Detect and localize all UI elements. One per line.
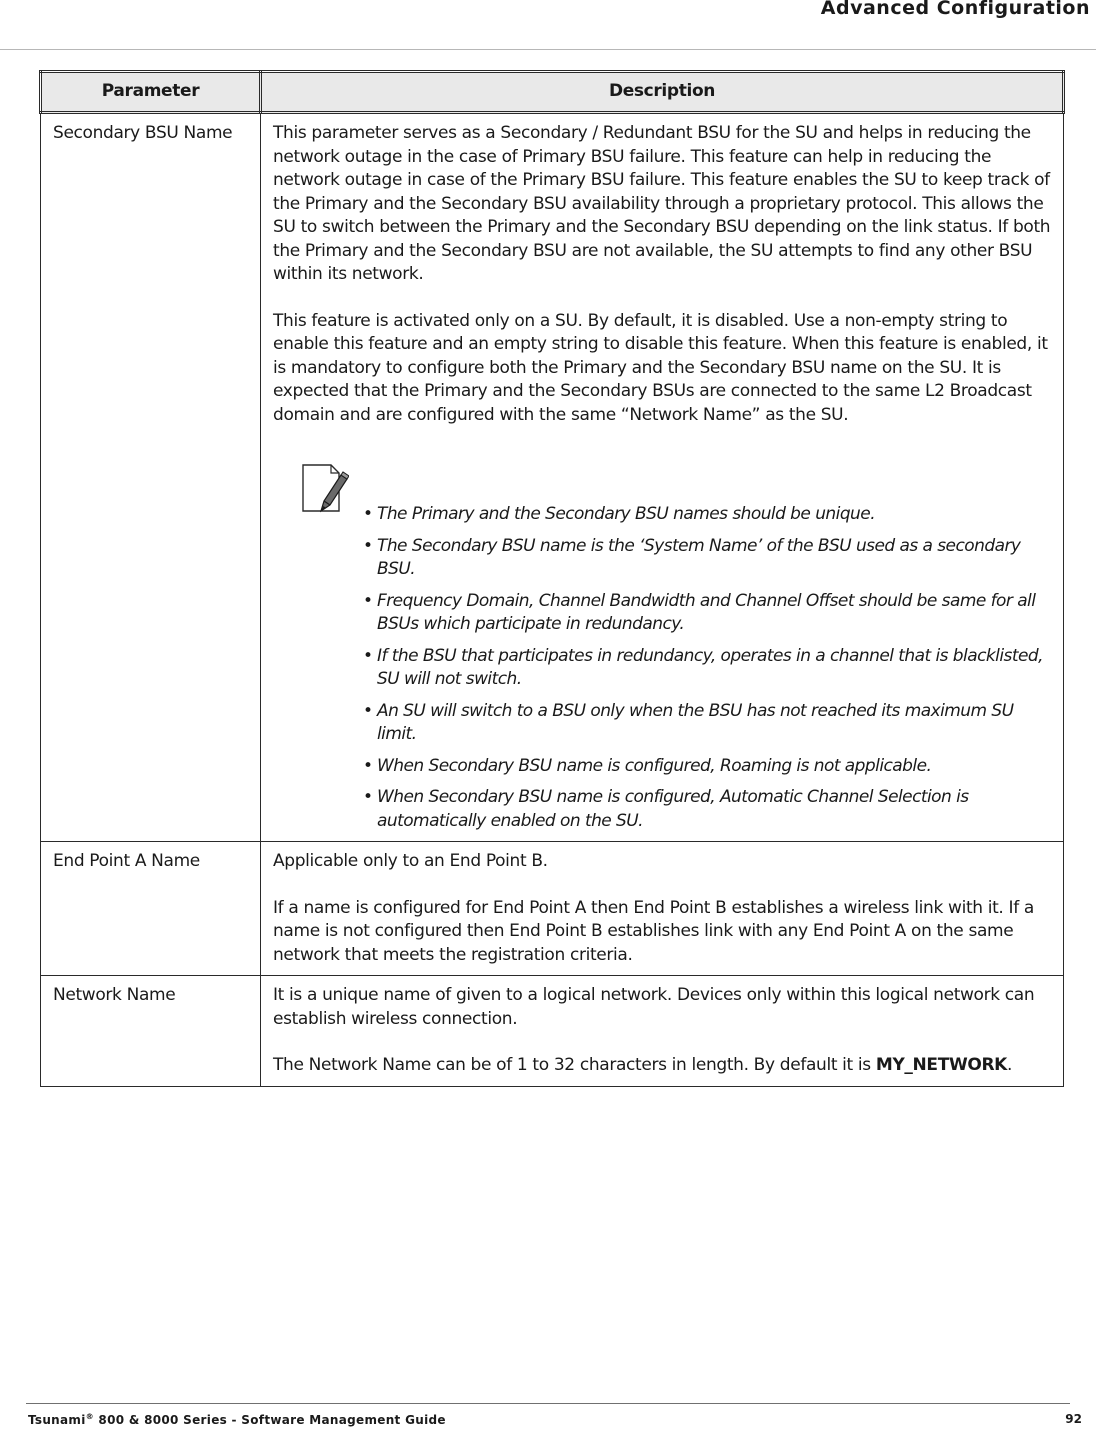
column-header-parameter: Parameter (41, 72, 261, 113)
description-text: The Network Name can be of 1 to 32 characters in length. By default it is (273, 1055, 876, 1075)
page-number: 92 (1065, 1412, 1082, 1426)
list-item: • When Secondary BSU name is configured, Roaming is not applicable. (365, 755, 1051, 779)
column-header-description: Description (261, 72, 1064, 113)
note-list (365, 459, 1051, 833)
list-item: • The Primary and the Secondary BSU names should be unique. (365, 503, 1051, 527)
description-paragraph (273, 1054, 1051, 1078)
list-item: • The Secondary BSU name is the ‘System Name’ of the BSU used as a secondary BSU. (365, 535, 1051, 582)
list-item: • An SU will switch to a BSU only when the BSU has not reached its maximum SU limit. (365, 700, 1051, 747)
description-paragraph: This parameter serves as a Secondary / Redundant BSU for the SU and helps in reducing the network outage in the case of Primary BSU failure. This feature can help in reducing the network outage in case of the Primary BSU failure. This feature enables the SU to keep track of the Primary and the Secondary BSU availability through a proprietary protocol. This allows the SU to switch between the Primary and the Secondary BSU depending on the link status. If both the Primary and the Secondary BSU are not available, the SU attempts to find any other BSU within its network. (273, 123, 1051, 284)
footer-title-rest: 800 & 8000 Series - Software Management Guide (93, 1413, 446, 1427)
page-header-title: Advanced Configuration (820, 0, 1090, 19)
description-paragraph: Applicable only to an End Point B. (273, 851, 548, 871)
default-value: MY_NETWORK (875, 1055, 1008, 1075)
list-item: • If the BSU that participates in redundancy, operates in a channel that is blacklisted, SU will not switch. (365, 645, 1051, 692)
description-paragraph: It is a unique name of given to a logical network. Devices only within this logical network can establish wireless connection. (273, 985, 1035, 1029)
description-paragraph: If a name is configured for End Point A then End Point B establishes a wireless link with it. If a name is not configured then End Point B establishes link with any End Point A on the same network that meets the registration criteria. (273, 897, 1034, 965)
footer-document-title (28, 1412, 446, 1427)
note-box (273, 459, 1051, 833)
registered-mark: ® (85, 1412, 94, 1421)
parameter-description (261, 976, 1064, 1087)
parameter-name: Network Name (41, 976, 261, 1087)
parameter-name: Secondary BSU Name (41, 113, 261, 842)
table-row (41, 842, 1064, 976)
table-header-row (41, 72, 1064, 113)
note-pencil-icon (295, 459, 349, 515)
description-text: . (1007, 1055, 1013, 1075)
parameter-description (261, 842, 1064, 976)
table-row (41, 113, 1064, 842)
footer-product: Tsunami (28, 1413, 86, 1427)
parameter-table (39, 70, 1065, 1087)
footer-divider (26, 1403, 1070, 1404)
header-divider (0, 49, 1096, 50)
description-paragraph: This feature is activated only on a SU. By default, it is disabled. Use a non-empty string to enable this feature and an empty string to disable this feature. When this feature is enabled, it is mandatory to configure both the Primary and the Secondary BSU name on the SU. It is expected that the Primary and the Secondary BSUs are connected to the same L2 Broadcast domain and are configured with the same “Network Name” as the SU. (273, 310, 1048, 425)
table-row (41, 976, 1064, 1087)
list-item: • When Secondary BSU name is configured, Automatic Channel Selection is automatically enabled on the SU. (365, 786, 1051, 833)
parameter-description (261, 113, 1064, 842)
list-item: • Frequency Domain, Channel Bandwidth and Channel Offset should be same for all BSUs which participate in redundancy. (365, 590, 1051, 637)
parameter-name: End Point A Name (41, 842, 261, 976)
